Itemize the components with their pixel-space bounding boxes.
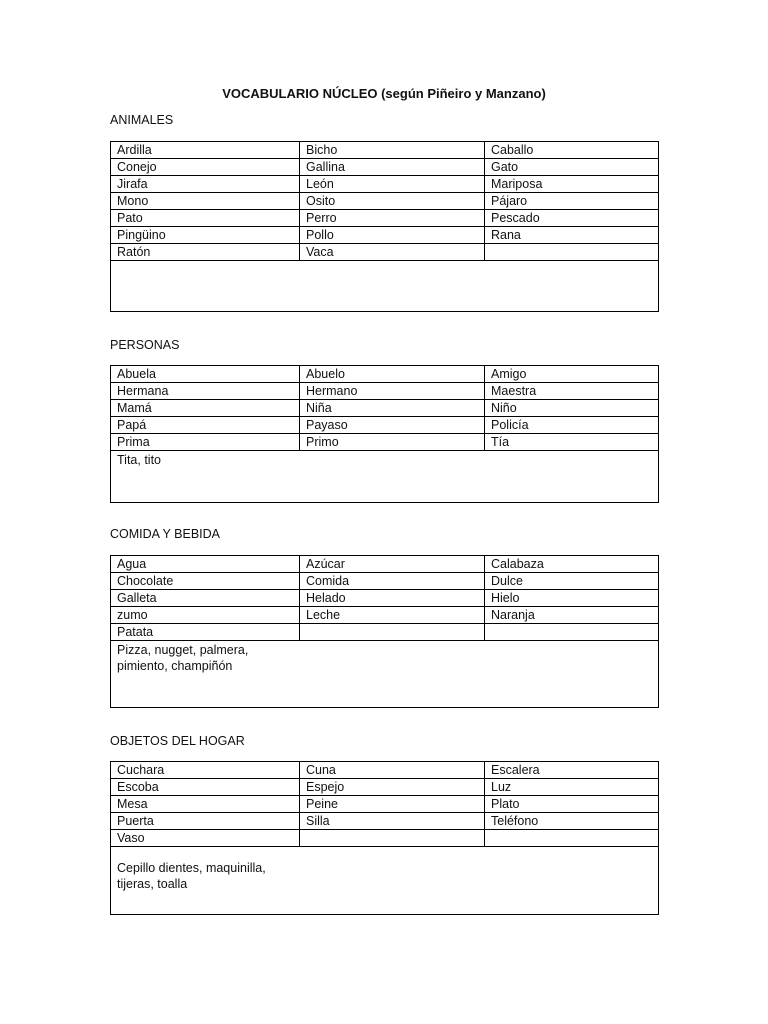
table-cell: Jirafa (111, 176, 300, 193)
table-cell: Escoba (111, 779, 300, 796)
table-row (111, 762, 659, 779)
table-row (111, 210, 659, 227)
notes-row (111, 641, 659, 708)
table-row (111, 779, 659, 796)
table-cell: Puerta (111, 813, 300, 830)
table-cell: Espejo (300, 779, 485, 796)
table-cell: Policía (485, 417, 659, 434)
table-row (111, 142, 659, 159)
table-cell (300, 624, 485, 641)
notes-line: Tita, tito (117, 453, 161, 467)
table-cell: Abuela (111, 366, 300, 383)
notes-line: pimiento, champiñón (117, 659, 233, 673)
page-title: VOCABULARIO NÚCLEO (según Piñeiro y Manzano) (222, 86, 546, 101)
table-row (111, 159, 659, 176)
section-heading: PERSONAS (110, 338, 180, 352)
table-cell: León (300, 176, 485, 193)
table-cell (485, 244, 659, 261)
table-cell: Conejo (111, 159, 300, 176)
table-row (111, 244, 659, 261)
table-cell (485, 624, 659, 641)
table-cell: Osito (300, 193, 485, 210)
table-cell: Leche (300, 607, 485, 624)
table-row (111, 400, 659, 417)
table-cell: Galleta (111, 590, 300, 607)
notes-row (111, 451, 659, 503)
table-cell: Rana (485, 227, 659, 244)
table-row (111, 590, 659, 607)
table-row (111, 417, 659, 434)
vocabulary-table (110, 141, 659, 312)
table-cell: Perro (300, 210, 485, 227)
table-cell: Cuchara (111, 762, 300, 779)
table-cell: zumo (111, 607, 300, 624)
spacer (117, 848, 652, 860)
table-cell: Agua (111, 556, 300, 573)
table-cell: Pollo (300, 227, 485, 244)
table-cell: Peine (300, 796, 485, 813)
notes-cell (111, 261, 659, 312)
vocabulary-table (110, 365, 659, 503)
notes-line: Pizza, nugget, palmera, (117, 643, 249, 657)
table-cell: Gallina (300, 159, 485, 176)
table-cell: Primo (300, 434, 485, 451)
table-cell: Gato (485, 159, 659, 176)
table-cell: Maestra (485, 383, 659, 400)
table-cell: Luz (485, 779, 659, 796)
table-cell: Calabaza (485, 556, 659, 573)
table-cell: Caballo (485, 142, 659, 159)
table-row (111, 624, 659, 641)
table-cell: Hermana (111, 383, 300, 400)
table-cell: Teléfono (485, 813, 659, 830)
table-cell: Plato (485, 796, 659, 813)
table-cell: Pescado (485, 210, 659, 227)
notes-line: Cepillo dientes, maquinilla, (117, 861, 266, 875)
table-cell: Abuelo (300, 366, 485, 383)
notes-cell (111, 451, 659, 503)
table-cell: Cuna (300, 762, 485, 779)
table-cell: Comida (300, 573, 485, 590)
notes-row (111, 847, 659, 915)
table-row (111, 607, 659, 624)
table-cell: Pingüino (111, 227, 300, 244)
table-cell (485, 830, 659, 847)
table-cell: Azúcar (300, 556, 485, 573)
table-cell: Bicho (300, 142, 485, 159)
vocabulary-table (110, 555, 659, 708)
table-cell: Vaca (300, 244, 485, 261)
table-cell: Mono (111, 193, 300, 210)
vocabulary-table (110, 761, 659, 915)
table-row (111, 830, 659, 847)
table-cell: Patata (111, 624, 300, 641)
section-heading: OBJETOS DEL HOGAR (110, 734, 245, 748)
table-cell: Escalera (485, 762, 659, 779)
table-cell: Naranja (485, 607, 659, 624)
table-cell: Hermano (300, 383, 485, 400)
table-cell: Amigo (485, 366, 659, 383)
table-cell: Pájaro (485, 193, 659, 210)
table-cell: Silla (300, 813, 485, 830)
table-cell: Ardilla (111, 142, 300, 159)
table-cell (300, 830, 485, 847)
table-cell: Papá (111, 417, 300, 434)
table-cell: Dulce (485, 573, 659, 590)
section-heading: COMIDA Y BEBIDA (110, 527, 220, 541)
table-cell: Hielo (485, 590, 659, 607)
table-row (111, 227, 659, 244)
table-cell: Prima (111, 434, 300, 451)
table-cell: Mesa (111, 796, 300, 813)
table-cell: Niño (485, 400, 659, 417)
table-row (111, 434, 659, 451)
table-cell: Helado (300, 590, 485, 607)
table-cell: Mamá (111, 400, 300, 417)
notes-line: tijeras, toalla (117, 877, 188, 891)
table-cell: Vaso (111, 830, 300, 847)
table-row (111, 176, 659, 193)
notes-cell (111, 847, 659, 915)
notes-row (111, 261, 659, 312)
table-row (111, 796, 659, 813)
table-cell: Chocolate (111, 573, 300, 590)
table-row (111, 556, 659, 573)
table-row (111, 573, 659, 590)
table-cell: Mariposa (485, 176, 659, 193)
table-cell: Payaso (300, 417, 485, 434)
notes-cell (111, 641, 659, 708)
table-cell: Niña (300, 400, 485, 417)
table-cell: Tía (485, 434, 659, 451)
table-row (111, 366, 659, 383)
table-row (111, 383, 659, 400)
table-row (111, 813, 659, 830)
section-heading: ANIMALES (110, 113, 174, 127)
table-row (111, 193, 659, 210)
table-cell: Ratón (111, 244, 300, 261)
table-cell: Pato (111, 210, 300, 227)
